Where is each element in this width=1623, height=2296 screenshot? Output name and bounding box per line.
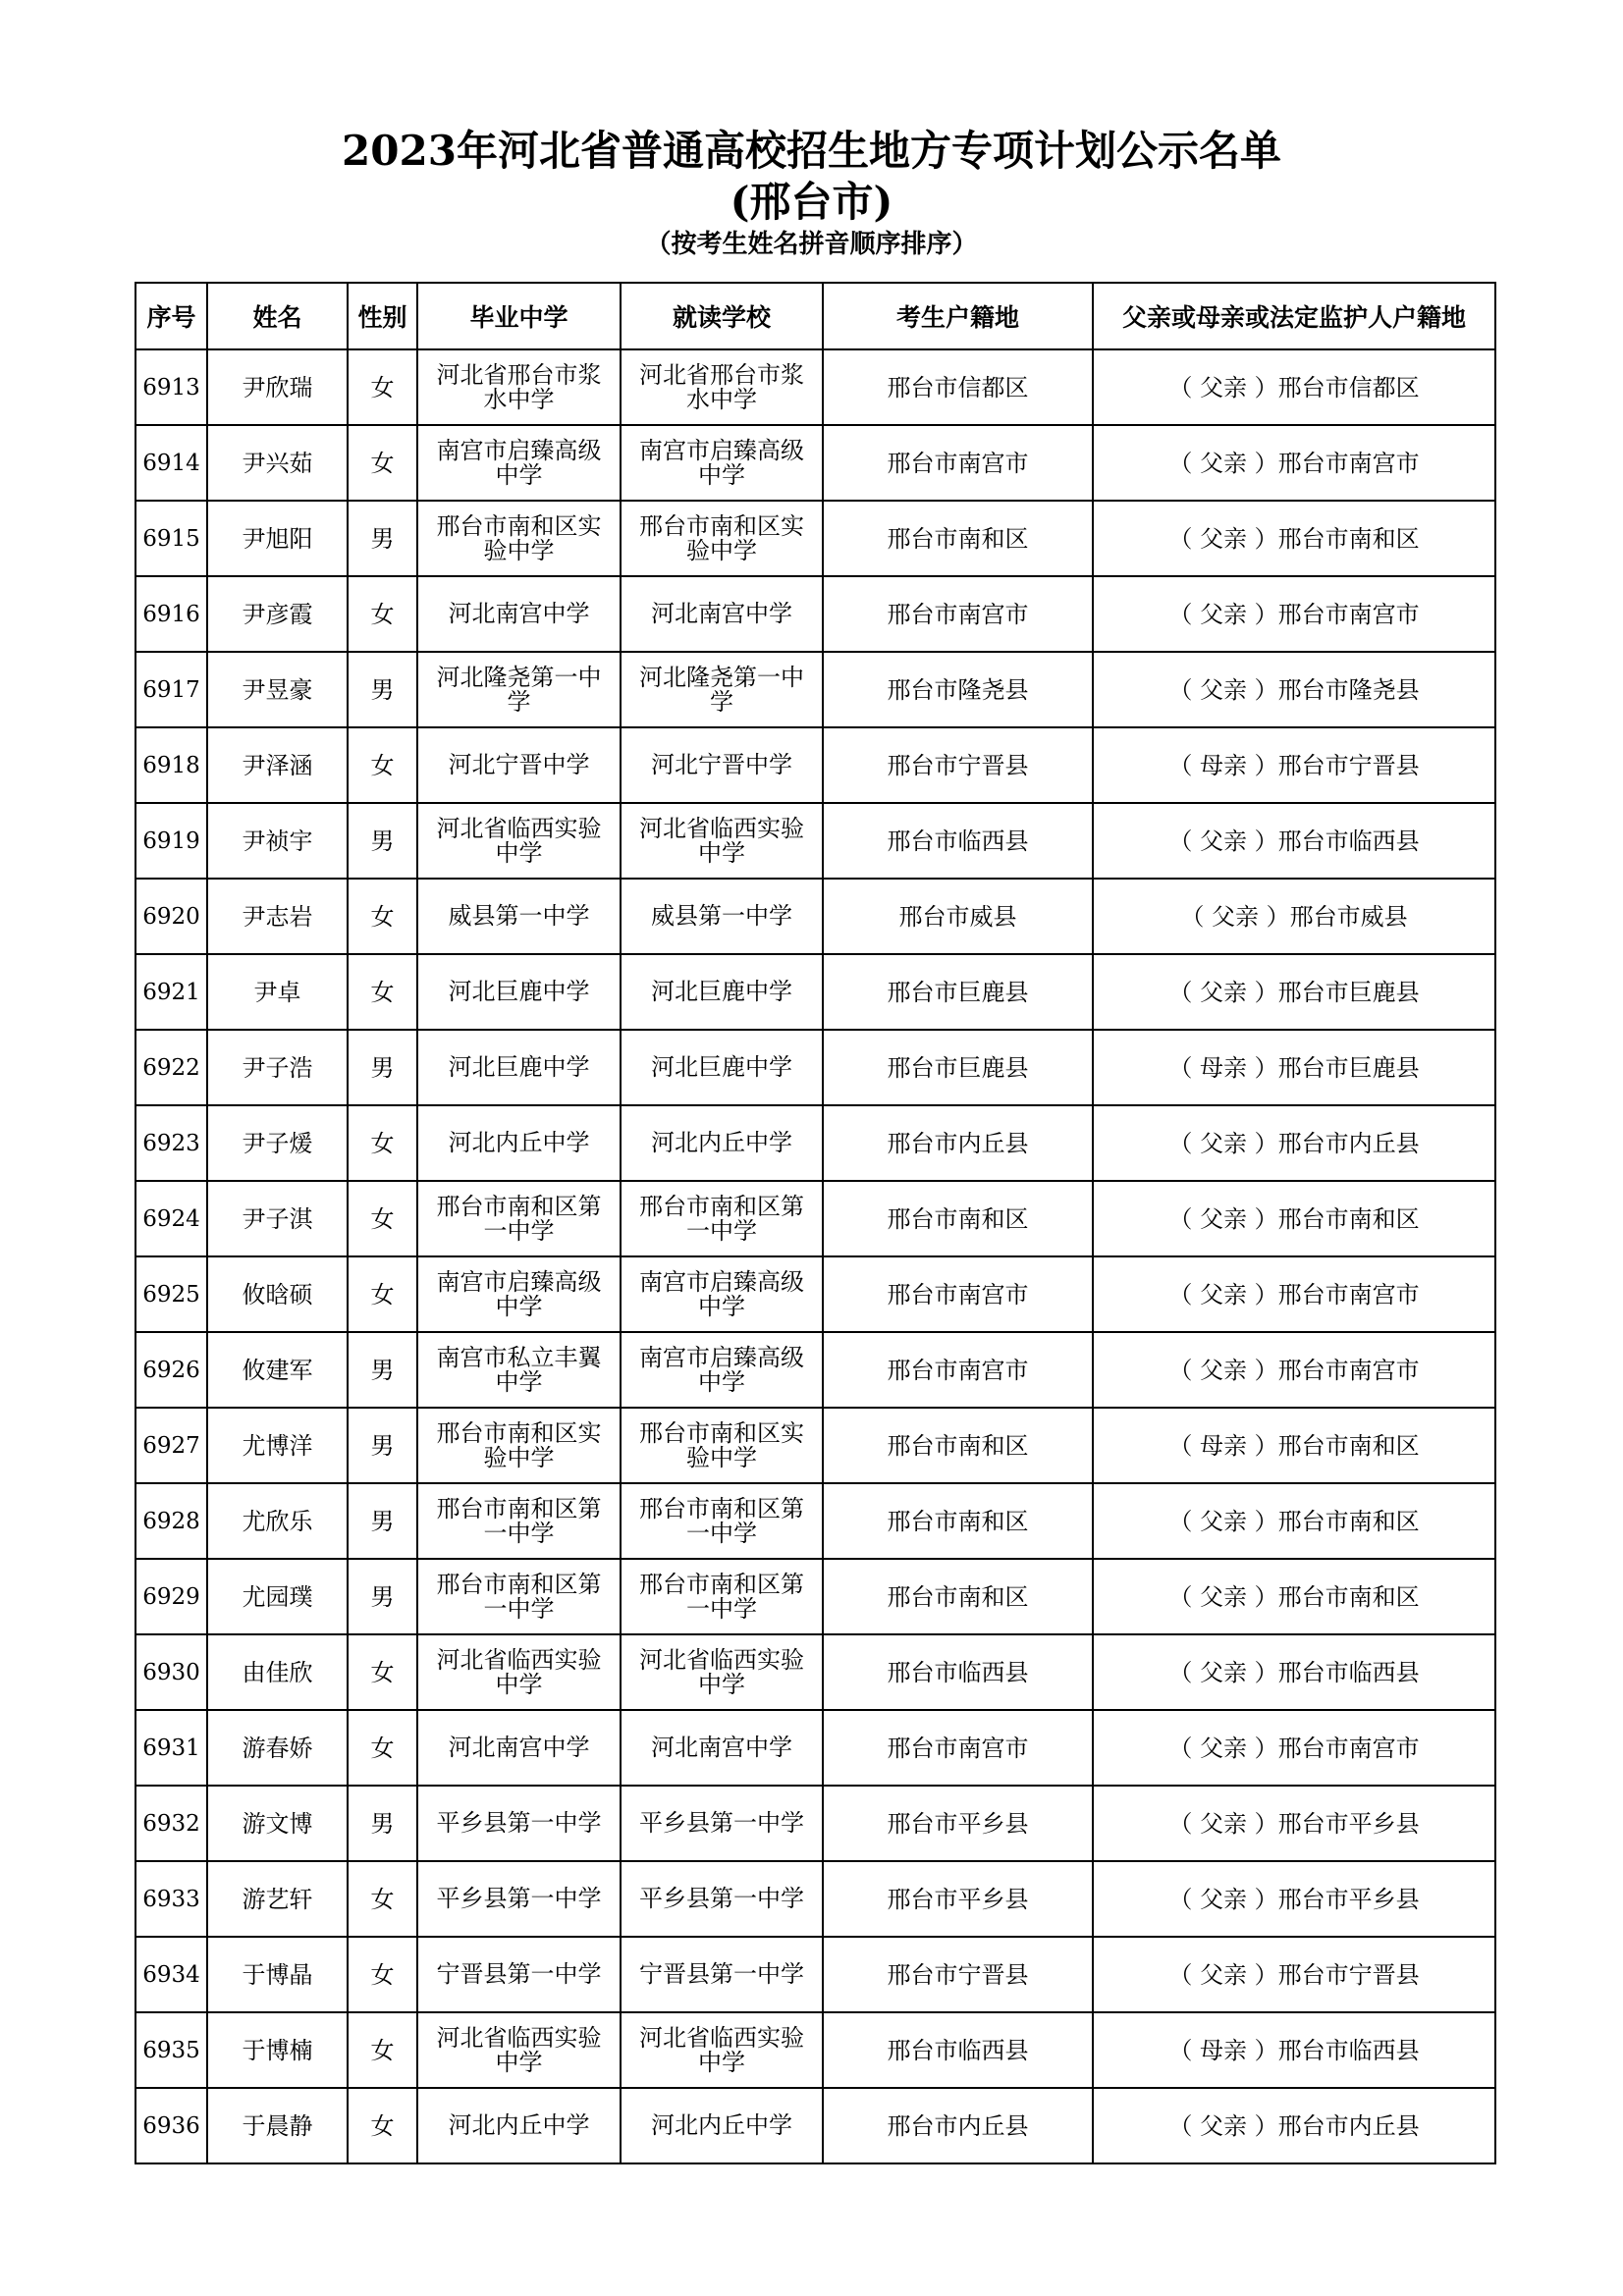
grad-school-cell: 河北南宫中学 — [417, 1710, 621, 1786]
gender-cell: 女 — [348, 576, 417, 652]
current-school-cell: 邢台市南和区实验中学 — [621, 1408, 823, 1483]
seq-cell: 6930 — [135, 1634, 207, 1710]
grad-school-cell: 邢台市南和区实验中学 — [417, 1408, 621, 1483]
guardian-residence-cell: （ 父亲 ）邢台市南和区 — [1093, 501, 1495, 576]
table-row — [135, 1937, 1495, 2012]
seq-cell: 6917 — [135, 652, 207, 727]
current-school-cell: 邢台市南和区第一中学 — [621, 1181, 823, 1256]
seq-cell: 6915 — [135, 501, 207, 576]
gender-cell: 女 — [348, 727, 417, 803]
name-cell: 游春娇 — [207, 1710, 348, 1786]
gender-cell: 男 — [348, 1483, 417, 1559]
guardian-residence-cell: （ 父亲 ）邢台市隆尧县 — [1093, 652, 1495, 727]
gender-cell: 男 — [348, 1559, 417, 1634]
residence-cell: 邢台市内丘县 — [823, 1105, 1093, 1181]
table-row — [135, 954, 1495, 1030]
current-school-cell: 南宫市启臻高级中学 — [621, 425, 823, 501]
grad-school-cell: 河北内丘中学 — [417, 2088, 621, 2163]
table-row — [135, 1105, 1495, 1181]
seq-cell: 6921 — [135, 954, 207, 1030]
table-row — [135, 1030, 1495, 1105]
current-school-cell: 河北巨鹿中学 — [621, 954, 823, 1030]
grad-school-cell: 平乡县第一中学 — [417, 1861, 621, 1937]
name-cell: 尤博洋 — [207, 1408, 348, 1483]
current-school-cell: 河北省临西实验中学 — [621, 803, 823, 879]
residence-cell: 邢台市南和区 — [823, 1181, 1093, 1256]
seq-cell: 6919 — [135, 803, 207, 879]
residence-cell: 邢台市平乡县 — [823, 1861, 1093, 1937]
guardian-residence-cell: （ 父亲 ）邢台市信都区 — [1093, 349, 1495, 425]
seq-cell: 6925 — [135, 1256, 207, 1332]
name-cell: 尹子淇 — [207, 1181, 348, 1256]
guardian-residence-cell: （ 父亲 ）邢台市南宫市 — [1093, 576, 1495, 652]
residence-cell: 邢台市巨鹿县 — [823, 954, 1093, 1030]
gender-cell: 女 — [348, 1937, 417, 2012]
gender-cell: 女 — [348, 2012, 417, 2088]
name-cell: 尹旭阳 — [207, 501, 348, 576]
current-school-cell: 南宫市启臻高级中学 — [621, 1332, 823, 1408]
guardian-residence-cell: （ 父亲 ）邢台市平乡县 — [1093, 1786, 1495, 1861]
guardian-residence-cell: （ 父亲 ）邢台市南和区 — [1093, 1559, 1495, 1634]
grad-school-cell: 河北内丘中学 — [417, 1105, 621, 1181]
table-row — [135, 2012, 1495, 2088]
seq-cell: 6913 — [135, 349, 207, 425]
current-school-cell: 河北省临西实验中学 — [621, 2012, 823, 2088]
seq-cell: 6923 — [135, 1105, 207, 1181]
seq-cell: 6936 — [135, 2088, 207, 2163]
gender-cell: 女 — [348, 1105, 417, 1181]
guardian-residence-cell: （ 父亲 ）邢台市内丘县 — [1093, 2088, 1495, 2163]
table-row — [135, 727, 1495, 803]
name-cell: 于晨静 — [207, 2088, 348, 2163]
residence-cell: 邢台市信都区 — [823, 349, 1093, 425]
residence-cell: 邢台市南宫市 — [823, 576, 1093, 652]
table-row — [135, 1483, 1495, 1559]
table-row — [135, 1634, 1495, 1710]
current-school-cell: 河北内丘中学 — [621, 1105, 823, 1181]
seq-cell: 6918 — [135, 727, 207, 803]
table-row — [135, 1861, 1495, 1937]
seq-cell: 6927 — [135, 1408, 207, 1483]
grad-school-cell: 南宫市私立丰翼中学 — [417, 1332, 621, 1408]
table-row — [135, 879, 1495, 954]
current-school-cell: 河北宁晋中学 — [621, 727, 823, 803]
gender-cell: 男 — [348, 1408, 417, 1483]
residence-cell: 邢台市南和区 — [823, 1483, 1093, 1559]
table-row — [135, 803, 1495, 879]
grad-school-cell: 河北巨鹿中学 — [417, 1030, 621, 1105]
name-cell: 游艺轩 — [207, 1861, 348, 1937]
gender-cell: 女 — [348, 1256, 417, 1332]
name-cell: 尤园璞 — [207, 1559, 348, 1634]
seq-cell: 6933 — [135, 1861, 207, 1937]
gender-cell: 女 — [348, 2088, 417, 2163]
grad-school-cell: 南宫市启臻高级中学 — [417, 1256, 621, 1332]
gender-cell: 女 — [348, 954, 417, 1030]
residence-cell: 邢台市南宫市 — [823, 1256, 1093, 1332]
table-row — [135, 1256, 1495, 1332]
grad-school-cell: 邢台市南和区实验中学 — [417, 501, 621, 576]
residence-cell: 邢台市南宫市 — [823, 1332, 1093, 1408]
name-cell: 尹卓 — [207, 954, 348, 1030]
guardian-residence-cell: （ 父亲 ）邢台市威县 — [1093, 879, 1495, 954]
column-header-residence: 考生户籍地 — [823, 283, 1093, 349]
column-header-guardian-residence: 父亲或母亲或法定监护人户籍地 — [1093, 283, 1495, 349]
gender-cell: 男 — [348, 1786, 417, 1861]
grad-school-cell: 宁晋县第一中学 — [417, 1937, 621, 2012]
seq-cell: 6920 — [135, 879, 207, 954]
grad-school-cell: 河北宁晋中学 — [417, 727, 621, 803]
table-row — [135, 1559, 1495, 1634]
column-header-grad-school: 毕业中学 — [417, 283, 621, 349]
current-school-cell: 平乡县第一中学 — [621, 1786, 823, 1861]
gender-cell: 女 — [348, 1181, 417, 1256]
gender-cell: 女 — [348, 349, 417, 425]
grad-school-cell: 河北巨鹿中学 — [417, 954, 621, 1030]
seq-cell: 6926 — [135, 1332, 207, 1408]
grad-school-cell: 威县第一中学 — [417, 879, 621, 954]
guardian-residence-cell: （ 父亲 ）邢台市南和区 — [1093, 1181, 1495, 1256]
name-cell: 于博楠 — [207, 2012, 348, 2088]
table-row — [135, 576, 1495, 652]
seq-cell: 6924 — [135, 1181, 207, 1256]
column-header-current-school: 就读学校 — [621, 283, 823, 349]
guardian-residence-cell: （ 母亲 ）邢台市巨鹿县 — [1093, 1030, 1495, 1105]
gender-cell: 男 — [348, 652, 417, 727]
grad-school-cell: 河北省临西实验中学 — [417, 1634, 621, 1710]
grad-school-cell: 河北省临西实验中学 — [417, 803, 621, 879]
grad-school-cell: 邢台市南和区第一中学 — [417, 1559, 621, 1634]
gender-cell: 男 — [348, 1030, 417, 1105]
gender-cell: 男 — [348, 501, 417, 576]
current-school-cell: 河北省邢台市浆水中学 — [621, 349, 823, 425]
current-school-cell: 平乡县第一中学 — [621, 1861, 823, 1937]
column-header-seq: 序号 — [135, 283, 207, 349]
table-row — [135, 1332, 1495, 1408]
name-cell: 尹兴茹 — [207, 425, 348, 501]
residence-cell: 邢台市临西县 — [823, 803, 1093, 879]
residence-cell: 邢台市临西县 — [823, 1634, 1093, 1710]
table-row — [135, 1710, 1495, 1786]
current-school-cell: 河北省临西实验中学 — [621, 1634, 823, 1710]
name-cell: 尹子煖 — [207, 1105, 348, 1181]
seq-cell: 6934 — [135, 1937, 207, 2012]
residence-cell: 邢台市南和区 — [823, 1559, 1093, 1634]
guardian-residence-cell: （ 父亲 ）邢台市南和区 — [1093, 1483, 1495, 1559]
residence-cell: 邢台市南宫市 — [823, 425, 1093, 501]
name-cell: 尹子浩 — [207, 1030, 348, 1105]
gender-cell: 女 — [348, 425, 417, 501]
current-school-cell: 邢台市南和区实验中学 — [621, 501, 823, 576]
table-row — [135, 501, 1495, 576]
current-school-cell: 南宫市启臻高级中学 — [621, 1256, 823, 1332]
gender-cell: 女 — [348, 879, 417, 954]
table-row — [135, 1786, 1495, 1861]
name-cell: 攸晗硕 — [207, 1256, 348, 1332]
current-school-cell: 河北南宫中学 — [621, 1710, 823, 1786]
guardian-residence-cell: （ 母亲 ）邢台市宁晋县 — [1093, 727, 1495, 803]
guardian-residence-cell: （ 父亲 ）邢台市宁晋县 — [1093, 1937, 1495, 2012]
roster-table — [135, 282, 1496, 2164]
guardian-residence-cell: （ 父亲 ）邢台市南宫市 — [1093, 1256, 1495, 1332]
guardian-residence-cell: （ 父亲 ）邢台市内丘县 — [1093, 1105, 1495, 1181]
sort-note: （按考生姓名拼音顺序排序） — [645, 230, 978, 259]
residence-cell: 邢台市隆尧县 — [823, 652, 1093, 727]
residence-cell: 邢台市威县 — [823, 879, 1093, 954]
guardian-residence-cell: （ 父亲 ）邢台市临西县 — [1093, 1634, 1495, 1710]
table-row — [135, 425, 1495, 501]
seq-cell: 6931 — [135, 1710, 207, 1786]
table-row — [135, 1181, 1495, 1256]
guardian-residence-cell: （ 父亲 ）邢台市巨鹿县 — [1093, 954, 1495, 1030]
grad-school-cell: 平乡县第一中学 — [417, 1786, 621, 1861]
column-header-gender: 性别 — [348, 283, 417, 349]
residence-cell: 邢台市临西县 — [823, 2012, 1093, 2088]
current-school-cell: 邢台市南和区第一中学 — [621, 1559, 823, 1634]
seq-cell: 6928 — [135, 1483, 207, 1559]
grad-school-cell: 邢台市南和区第一中学 — [417, 1181, 621, 1256]
gender-cell: 女 — [348, 1861, 417, 1937]
guardian-residence-cell: （ 母亲 ）邢台市南和区 — [1093, 1408, 1495, 1483]
seq-cell: 6932 — [135, 1786, 207, 1861]
guardian-residence-cell: （ 父亲 ）邢台市临西县 — [1093, 803, 1495, 879]
grad-school-cell: 河北省临西实验中学 — [417, 2012, 621, 2088]
current-school-cell: 河北内丘中学 — [621, 2088, 823, 2163]
guardian-residence-cell: （ 父亲 ）邢台市南宫市 — [1093, 1710, 1495, 1786]
current-school-cell: 宁晋县第一中学 — [621, 1937, 823, 2012]
grad-school-cell: 邢台市南和区第一中学 — [417, 1483, 621, 1559]
residence-cell: 邢台市南和区 — [823, 1408, 1093, 1483]
table-row — [135, 652, 1495, 727]
document-subtitle: (邢台市) — [730, 178, 893, 226]
gender-cell: 女 — [348, 1710, 417, 1786]
seq-cell: 6935 — [135, 2012, 207, 2088]
name-cell: 尹欣瑞 — [207, 349, 348, 425]
seq-cell: 6922 — [135, 1030, 207, 1105]
current-school-cell: 河北巨鹿中学 — [621, 1030, 823, 1105]
grad-school-cell: 南宫市启臻高级中学 — [417, 425, 621, 501]
residence-cell: 邢台市宁晋县 — [823, 727, 1093, 803]
table-row — [135, 1408, 1495, 1483]
name-cell: 由佳欣 — [207, 1634, 348, 1710]
table-row — [135, 349, 1495, 425]
column-header-name: 姓名 — [207, 283, 348, 349]
guardian-residence-cell: （ 父亲 ）邢台市平乡县 — [1093, 1861, 1495, 1937]
residence-cell: 邢台市宁晋县 — [823, 1937, 1093, 2012]
guardian-residence-cell: （ 母亲 ）邢台市临西县 — [1093, 2012, 1495, 2088]
residence-cell: 邢台市内丘县 — [823, 2088, 1093, 2163]
grad-school-cell: 河北省邢台市浆水中学 — [417, 349, 621, 425]
gender-cell: 男 — [348, 1332, 417, 1408]
grad-school-cell: 河北隆尧第一中学 — [417, 652, 621, 727]
current-school-cell: 威县第一中学 — [621, 879, 823, 954]
name-cell: 尹彦霞 — [207, 576, 348, 652]
name-cell: 攸建军 — [207, 1332, 348, 1408]
table-header-row — [135, 283, 1495, 349]
seq-cell: 6916 — [135, 576, 207, 652]
name-cell: 尹志岩 — [207, 879, 348, 954]
residence-cell: 邢台市平乡县 — [823, 1786, 1093, 1861]
name-cell: 尹昱豪 — [207, 652, 348, 727]
table-row — [135, 2088, 1495, 2163]
residence-cell: 邢台市南和区 — [823, 501, 1093, 576]
current-school-cell: 河北隆尧第一中学 — [621, 652, 823, 727]
name-cell: 尤欣乐 — [207, 1483, 348, 1559]
name-cell: 游文博 — [207, 1786, 348, 1861]
name-cell: 于博晶 — [207, 1937, 348, 2012]
grad-school-cell: 河北南宫中学 — [417, 576, 621, 652]
residence-cell: 邢台市巨鹿县 — [823, 1030, 1093, 1105]
name-cell: 尹祯宇 — [207, 803, 348, 879]
seq-cell: 6929 — [135, 1559, 207, 1634]
seq-cell: 6914 — [135, 425, 207, 501]
current-school-cell: 河北南宫中学 — [621, 576, 823, 652]
gender-cell: 女 — [348, 1634, 417, 1710]
guardian-residence-cell: （ 父亲 ）邢台市南宫市 — [1093, 1332, 1495, 1408]
current-school-cell: 邢台市南和区第一中学 — [621, 1483, 823, 1559]
name-cell: 尹泽涵 — [207, 727, 348, 803]
gender-cell: 男 — [348, 803, 417, 879]
guardian-residence-cell: （ 父亲 ）邢台市南宫市 — [1093, 425, 1495, 501]
residence-cell: 邢台市南宫市 — [823, 1710, 1093, 1786]
document-title: 2023年河北省普通高校招生地方专项计划公示名单 — [342, 127, 1281, 175]
